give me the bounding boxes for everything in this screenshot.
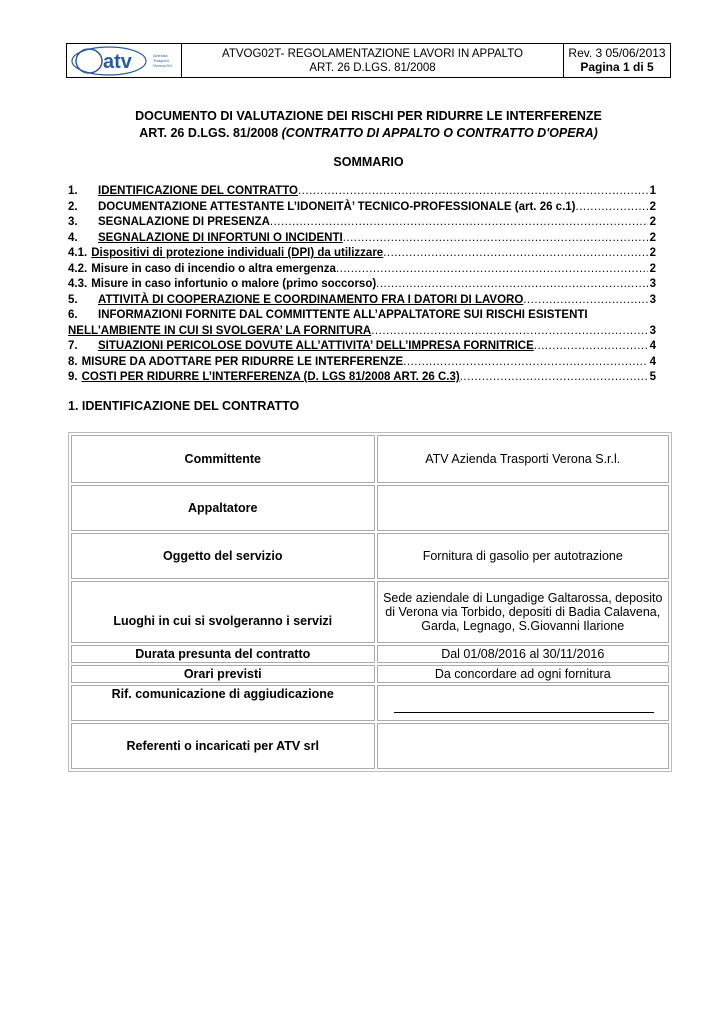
toc-entry[interactable]: 4.2. Misure in caso di incendio o altra emergenza ..... 2 [68, 262, 656, 278]
field-label: Rif. comunicazione di aggiudicazione [71, 685, 375, 721]
table-row [71, 485, 669, 531]
toc-entry[interactable]: 3. SEGNALAZIONE DI PRESENZA ..... 2 [68, 215, 656, 231]
logo-subtext: Azienda Trasporti Verona Srl [153, 53, 172, 68]
table-row [71, 581, 669, 643]
sommario-heading: SOMMARIO [333, 155, 404, 169]
field-value [377, 485, 670, 531]
toc-entry[interactable]: 1. IDENTIFICAZIONE DEL CONTRATTO ..... 1 [68, 184, 656, 200]
field-value: Dal 01/08/2016 al 30/11/2016 [377, 645, 670, 663]
table-row [71, 723, 669, 769]
header-revision [564, 44, 670, 77]
signature-blank-line [394, 712, 655, 713]
page-number: Pagina 1 di 5 [580, 60, 654, 74]
field-value [377, 723, 670, 769]
toc-entry[interactable]: 7. SITUAZIONI PERICOLOSE DOVUTE ALL’ATTIVITA’ DELL’IMPRESA FORNITRICE ..... 4 [68, 339, 656, 355]
document-title [66, 108, 671, 142]
toc-entry[interactable]: 2. DOCUMENTAZIONE ATTESTANTE L’IDONEITÀ’ TECNICO-PROFESSIONALE (art. 26 c.1) ..... 2 [68, 200, 656, 216]
table-of-contents [68, 184, 656, 386]
toc-entry[interactable]: 8. MISURE DA ADOTTARE PER RIDURRE LE INTERFERENZE ..... 4 [68, 355, 656, 371]
field-label: Appaltatore [71, 485, 375, 531]
document-title-italic: (CONTRATTO DI APPALTO O CONTRATTO D'OPERA) [281, 126, 598, 140]
toc-entry[interactable]: 9. COSTI PER RIDURRE L’INTERFERENZA (D. LGS 81/2008 ART. 26 C.3) ..... 5 [68, 370, 656, 386]
toc-entry[interactable]: 6. INFORMAZIONI FORNITE DAL COMMITTENTE ALL’APPALTATORE SUI RISCHI ESISTENTI [68, 309, 588, 321]
table-row [71, 665, 669, 683]
field-label: Luoghi in cui si svolgeranno i servizi [71, 581, 375, 643]
field-value: ATV Azienda Trasporti Verona S.r.l. [377, 435, 670, 483]
field-label: Committente [71, 435, 375, 483]
field-value: Sede aziendale di Lungadige Galtarossa, deposito di Verona via Torbido, depositi di Badia Calavena, Garda, Legnago, S.Giovanni Ilarione [377, 581, 670, 643]
field-label: Orari previsti [71, 665, 375, 683]
document-header [66, 43, 671, 78]
svg-text:atv: atv [103, 51, 132, 73]
field-value: Da concordare ad ogni fornitura [377, 665, 670, 683]
field-label: Referenti o incaricati per ATV srl [71, 723, 375, 769]
table-row [71, 533, 669, 579]
revision-label: Rev. 3 05/06/2013 [568, 46, 666, 60]
toc-entry[interactable]: NELL'AMBIENTE IN CUI SI SVOLGERA’ LA FORNITURA ..... 3 [68, 324, 656, 340]
atv-logo [67, 44, 182, 77]
header-title-line2: ART. 26 D.LGS. 81/2008 [309, 62, 436, 74]
toc-entry[interactable]: 4. SEGNALAZIONE DI INFORTUNI O INCIDENTI ..... 2 [68, 231, 656, 247]
toc-entry[interactable]: 4.1. Dispositivi di protezione individuali (DPI) da utilizzare ..... 2 [68, 246, 656, 262]
section-heading-identificazione: 1. IDENTIFICAZIONE DEL CONTRATTO [68, 399, 300, 413]
table-row [71, 645, 669, 663]
field-label: Durata presunta del contratto [71, 645, 375, 663]
table-row [71, 685, 669, 721]
field-value: Fornitura di gasolio per autotrazione [377, 533, 670, 579]
document-title-line1: DOCUMENTO DI VALUTAZIONE DEI RISCHI PER RIDURRE LE INTERFERENZE [135, 109, 602, 123]
table-row [71, 435, 669, 483]
contract-identification-table [68, 432, 672, 772]
field-label: Oggetto del servizio [71, 533, 375, 579]
document-title-line2: ART. 26 D.LGS. 81/2008 (CONTRATTO DI APPALTO O CONTRATTO D'OPERA) [139, 126, 598, 140]
field-value [377, 685, 670, 721]
toc-entry[interactable]: 5. ATTIVITÀ DI COOPERAZIONE E COORDINAMENTO FRA I DATORI DI LAVORO ..... 3 [68, 293, 656, 309]
toc-entry[interactable]: 4.3. Misure in caso infortunio o malore (primo soccorso) ..... 3 [68, 277, 656, 293]
header-title [182, 44, 564, 77]
header-title-line1: ATVOG02T- REGOLAMENTAZIONE LAVORI IN APPALTO [222, 48, 523, 60]
